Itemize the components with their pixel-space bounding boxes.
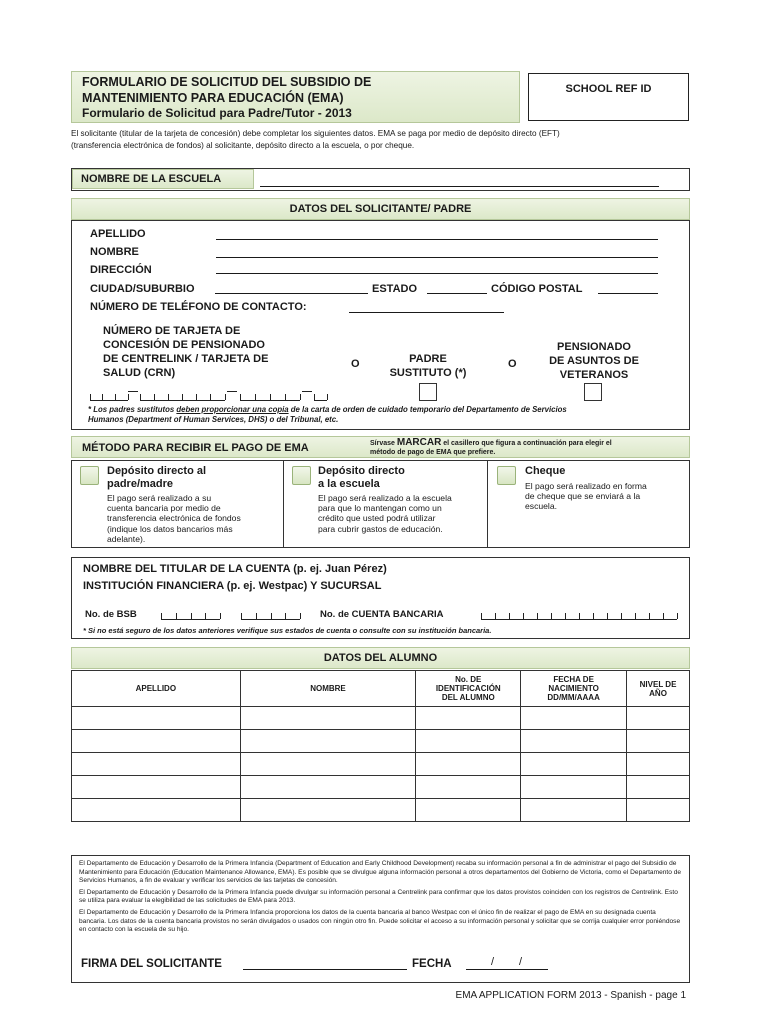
col-nivel2: AÑO [649, 688, 667, 698]
padre-sustituto-label [385, 352, 471, 380]
telefono-field[interactable] [349, 312, 504, 313]
cell[interactable] [627, 799, 690, 822]
direccion-field[interactable] [216, 273, 658, 274]
bank-note: * Si no está seguro de los datos anteriores verifique sus estados de cuenta o consulte con su institución bancaria. [83, 626, 492, 635]
form-title-line1: FORMULARIO DE SOLICITUD DEL SUBSIDIO DE [82, 75, 372, 89]
veteranos-label [535, 340, 653, 382]
opt2-title1: Depósito directo [318, 465, 405, 477]
payment-heading-box [71, 436, 690, 458]
option-school-checkbox[interactable] [292, 466, 311, 485]
school-name-label: NOMBRE DE LA ESCUELA [81, 173, 222, 185]
opt2-title2: a la escuela [318, 478, 380, 490]
table-row[interactable] [72, 730, 690, 753]
cell[interactable] [72, 707, 241, 730]
opt1-desc5: adelante). [107, 533, 146, 544]
col-fecha3: DD/MM/AAAA [547, 693, 600, 702]
footnote-line2: Humanos (Department of Human Services, DHS) o del Tribunal, etc. [88, 415, 339, 424]
cell[interactable] [627, 730, 690, 753]
option-school-desc [318, 493, 452, 534]
opt1-title2: padre/madre [107, 478, 174, 490]
cell[interactable] [416, 707, 521, 730]
crn-label-line1: NÚMERO DE TARJETA DE [103, 325, 241, 337]
date-slash-1: / [491, 956, 495, 968]
date-label: FECHA [412, 958, 452, 970]
veteranos-line2: DE ASUNTOS DE [549, 355, 639, 367]
privacy-p1: El Departamento de Educación y Desarrollo de la Primera Infancia (Department of Education and Early Childhood Development) recaba su información personal a fin de administrar el pago del Subsidio de Mantenimiento para Educación (Education Maintenance Allowance, EMA). Es posible que se divulgue alguna información personal a otros departamentos del Gobierno de Victoria, como el Departamento de Servicios Humanos, a fin de evaluar y verificar los servicios de las tarjetas de concesión. [79, 860, 682, 885]
nombre-field[interactable] [216, 257, 658, 258]
crn-label-line3: DE CENTRELINK / TARJETA DE [103, 353, 269, 365]
school-ref-label: SCHOOL REF ID [565, 83, 652, 95]
opt3-desc2: de cheque que se enviará a la [525, 491, 641, 502]
cell[interactable] [416, 753, 521, 776]
col-id3: DEL ALUMNO [441, 693, 495, 702]
col-student-id [416, 671, 521, 707]
crn-label-line2: CONCESIÓN DE PENSIONADO [103, 339, 265, 351]
bsb-label: No. de BSB [85, 609, 137, 620]
instr-post: el casillero que figura a continuación para elegir el [441, 440, 612, 447]
footnote-underline: deben proporcionar una copia [176, 405, 289, 414]
cell[interactable] [240, 776, 416, 799]
option-parent-checkbox[interactable] [80, 466, 99, 485]
intro-line1: El solicitante (titular de la tarjeta de concesión) debe completar los siguientes datos. EMA se paga por medio de depósito directo (EFT) [71, 129, 560, 138]
padre-sustituto-line2: SUSTITUTO (*) [389, 367, 467, 379]
codigo-postal-label: CÓDIGO POSTAL [491, 283, 583, 295]
privacy-p3: El Departamento de Educación y Desarrollo de la Primera Infancia proporciona los datos de la cuenta bancaria al banco Westpac con el único fin de realizar el pago de EMA en su designada cuenta bancaria. Los datos de la cuenta bancaria provistos no serán divulgados o usados con ningún otro fin. Puede solicitar el acceso a su información personal y solicitar que se corrija cualquier error poniéndose en contacto con la escuela de su hijo. [79, 908, 681, 934]
cell[interactable] [521, 753, 627, 776]
account-number-label: No. de CUENTA BANCARIA [320, 609, 444, 620]
cell[interactable] [627, 753, 690, 776]
payment-divider-2 [487, 460, 488, 548]
apellido-field[interactable] [216, 239, 658, 240]
privacy-p2: El Departamento de Educación y Desarrollo de la Primera Infancia puede divulgar su información personal a Centrelink para confirmar que los datos provistos coinciden con los registros de Centrelink. Esto se utiliza para evaluar la elegibilidad de las solicitudes de EMA para 2013. [79, 888, 678, 905]
form-title-line2: MANTENIMIENTO PARA EDUCACIÓN (EMA) [82, 90, 344, 105]
applicant-heading-box [71, 198, 690, 220]
option-cheque-checkbox[interactable] [497, 466, 516, 485]
opt3-desc3: escuela. [525, 501, 558, 512]
apellido-label: APELLIDO [90, 228, 146, 240]
ciudad-field[interactable] [215, 293, 368, 294]
cell[interactable] [627, 776, 690, 799]
col-id2: IDENTIFICACIÓN [435, 684, 501, 693]
payment-instructions [370, 438, 612, 457]
footnote-prefix: * Los padres sustitutos [88, 405, 177, 414]
opt1-desc1: El pago será realizado a su [107, 493, 212, 503]
ciudad-label: CIUDAD/SUBURBIO [90, 283, 195, 295]
col-fecha1: FECHA DE [553, 675, 594, 684]
codigo-postal-field[interactable] [598, 293, 658, 294]
col-year-level [627, 671, 690, 707]
surrogate-footnote [88, 405, 688, 425]
instr-pre: Sírvase [370, 440, 397, 447]
estado-label: ESTADO [372, 283, 418, 295]
cell[interactable] [240, 753, 416, 776]
cell[interactable] [416, 730, 521, 753]
veteranos-line3: VETERANOS [559, 369, 629, 381]
intro-text [71, 128, 711, 152]
cell[interactable] [72, 730, 241, 753]
opt1-desc2: cuenta bancaria por medio de [107, 503, 221, 514]
col-nivel1: NIVEL DE [639, 679, 677, 689]
date-slash-2: / [519, 956, 523, 968]
cell[interactable] [240, 707, 416, 730]
cell[interactable] [521, 799, 627, 822]
cell[interactable] [72, 776, 241, 799]
option-parent-desc [107, 493, 241, 544]
option-parent-title [107, 465, 206, 491]
payment-divider-1 [283, 460, 284, 548]
intro-line2: (transferencia electrónica de fondos) al solicitante, depósito directo a la escuela, o por cheque. [71, 141, 415, 150]
form-title-box [71, 71, 520, 123]
crn-label [103, 324, 268, 380]
opt2-desc4: para cubrir gastos de educación. [318, 523, 443, 534]
col-nombre: NOMBRE [240, 671, 416, 707]
cell[interactable] [521, 707, 627, 730]
students-heading-box [71, 647, 690, 669]
account-holder-label[interactable]: NOMBRE DEL TITULAR DE LA CUENTA (p. ej. Juan Pérez) [83, 563, 387, 575]
privacy-text [79, 860, 682, 935]
cell[interactable] [72, 753, 241, 776]
page-footer: EMA APPLICATION FORM 2013 - Spanish - page 1 [455, 990, 686, 1001]
table-row[interactable] [72, 707, 690, 730]
students-table-header [72, 671, 690, 707]
school-ref-box[interactable] [528, 73, 689, 121]
opt2-desc3: crédito que usted podrá utilizar [318, 513, 436, 524]
payment-heading: MÉTODO PARA RECIBIR EL PAGO DE EMA [82, 442, 309, 454]
opt3-desc1: El pago será realizado en forma [525, 481, 647, 491]
veteranos-checkbox[interactable] [584, 383, 602, 401]
signature-label: FIRMA DEL SOLICITANTE [81, 958, 222, 970]
school-name-field[interactable] [260, 186, 659, 187]
col-fecha2: NACIMIENTO [548, 684, 599, 693]
or-label-1: O [351, 358, 360, 370]
telefono-label: NÚMERO DE TELÉFONO DE CONTACTO: [90, 301, 307, 313]
cell[interactable] [72, 799, 241, 822]
signature-field[interactable] [243, 969, 407, 970]
estado-field[interactable] [427, 293, 487, 294]
school-name-row [71, 168, 690, 191]
opt1-title1: Depósito directo al [107, 465, 207, 477]
students-table [71, 670, 690, 822]
school-name-label-box [72, 169, 254, 189]
table-row[interactable] [72, 776, 690, 799]
opt2-desc2: para que lo mantengan como un [318, 503, 442, 514]
opt1-desc3: transferencia electrónica de fondos [107, 513, 241, 524]
option-cheque-desc [525, 481, 647, 512]
cell[interactable] [240, 730, 416, 753]
col-apellido: APELLIDO [72, 671, 241, 707]
applicant-heading: DATOS DEL SOLICITANTE/ PADRE [289, 203, 472, 215]
cell[interactable] [627, 707, 690, 730]
cell[interactable] [240, 799, 416, 822]
option-cheque-title: Cheque [525, 465, 566, 477]
cell[interactable] [521, 776, 627, 799]
padre-sustituto-line1: PADRE [409, 353, 447, 365]
or-label-2: O [508, 358, 517, 370]
nombre-label: NOMBRE [90, 246, 139, 258]
table-row[interactable] [72, 753, 690, 776]
table-row[interactable] [72, 799, 690, 822]
crn-label-line4: SALUD (CRN) [103, 367, 176, 379]
padre-sustituto-checkbox[interactable] [419, 383, 437, 401]
option-school-title [318, 465, 405, 491]
instr-line2: método de pago de EMA que prefiere. [370, 449, 496, 456]
opt2-desc1: El pago será realizado a la escuela [318, 493, 452, 503]
direccion-label: DIRECCIÓN [90, 264, 152, 276]
col-id1: No. DE [455, 675, 482, 684]
veteranos-line1: PENSIONADO [557, 341, 631, 353]
students-heading: DATOS DEL ALUMNO [323, 652, 438, 664]
col-birthdate [521, 671, 627, 707]
cell[interactable] [416, 799, 521, 822]
cell[interactable] [521, 730, 627, 753]
footnote-rest: de la carta de orden de cuidado temporario del Departamento de Servicios [288, 405, 567, 414]
cell[interactable] [416, 776, 521, 799]
opt1-desc4: (indique los datos bancarios más [107, 523, 233, 534]
financial-institution-label[interactable]: INSTITUCIÓN FINANCIERA (p. ej. Westpac) Y SUCURSAL [83, 580, 382, 592]
form-subtitle: Formulario de Solicitud para Padre/Tutor - 2013 [82, 106, 352, 120]
instr-mark: MARCAR [396, 437, 442, 448]
